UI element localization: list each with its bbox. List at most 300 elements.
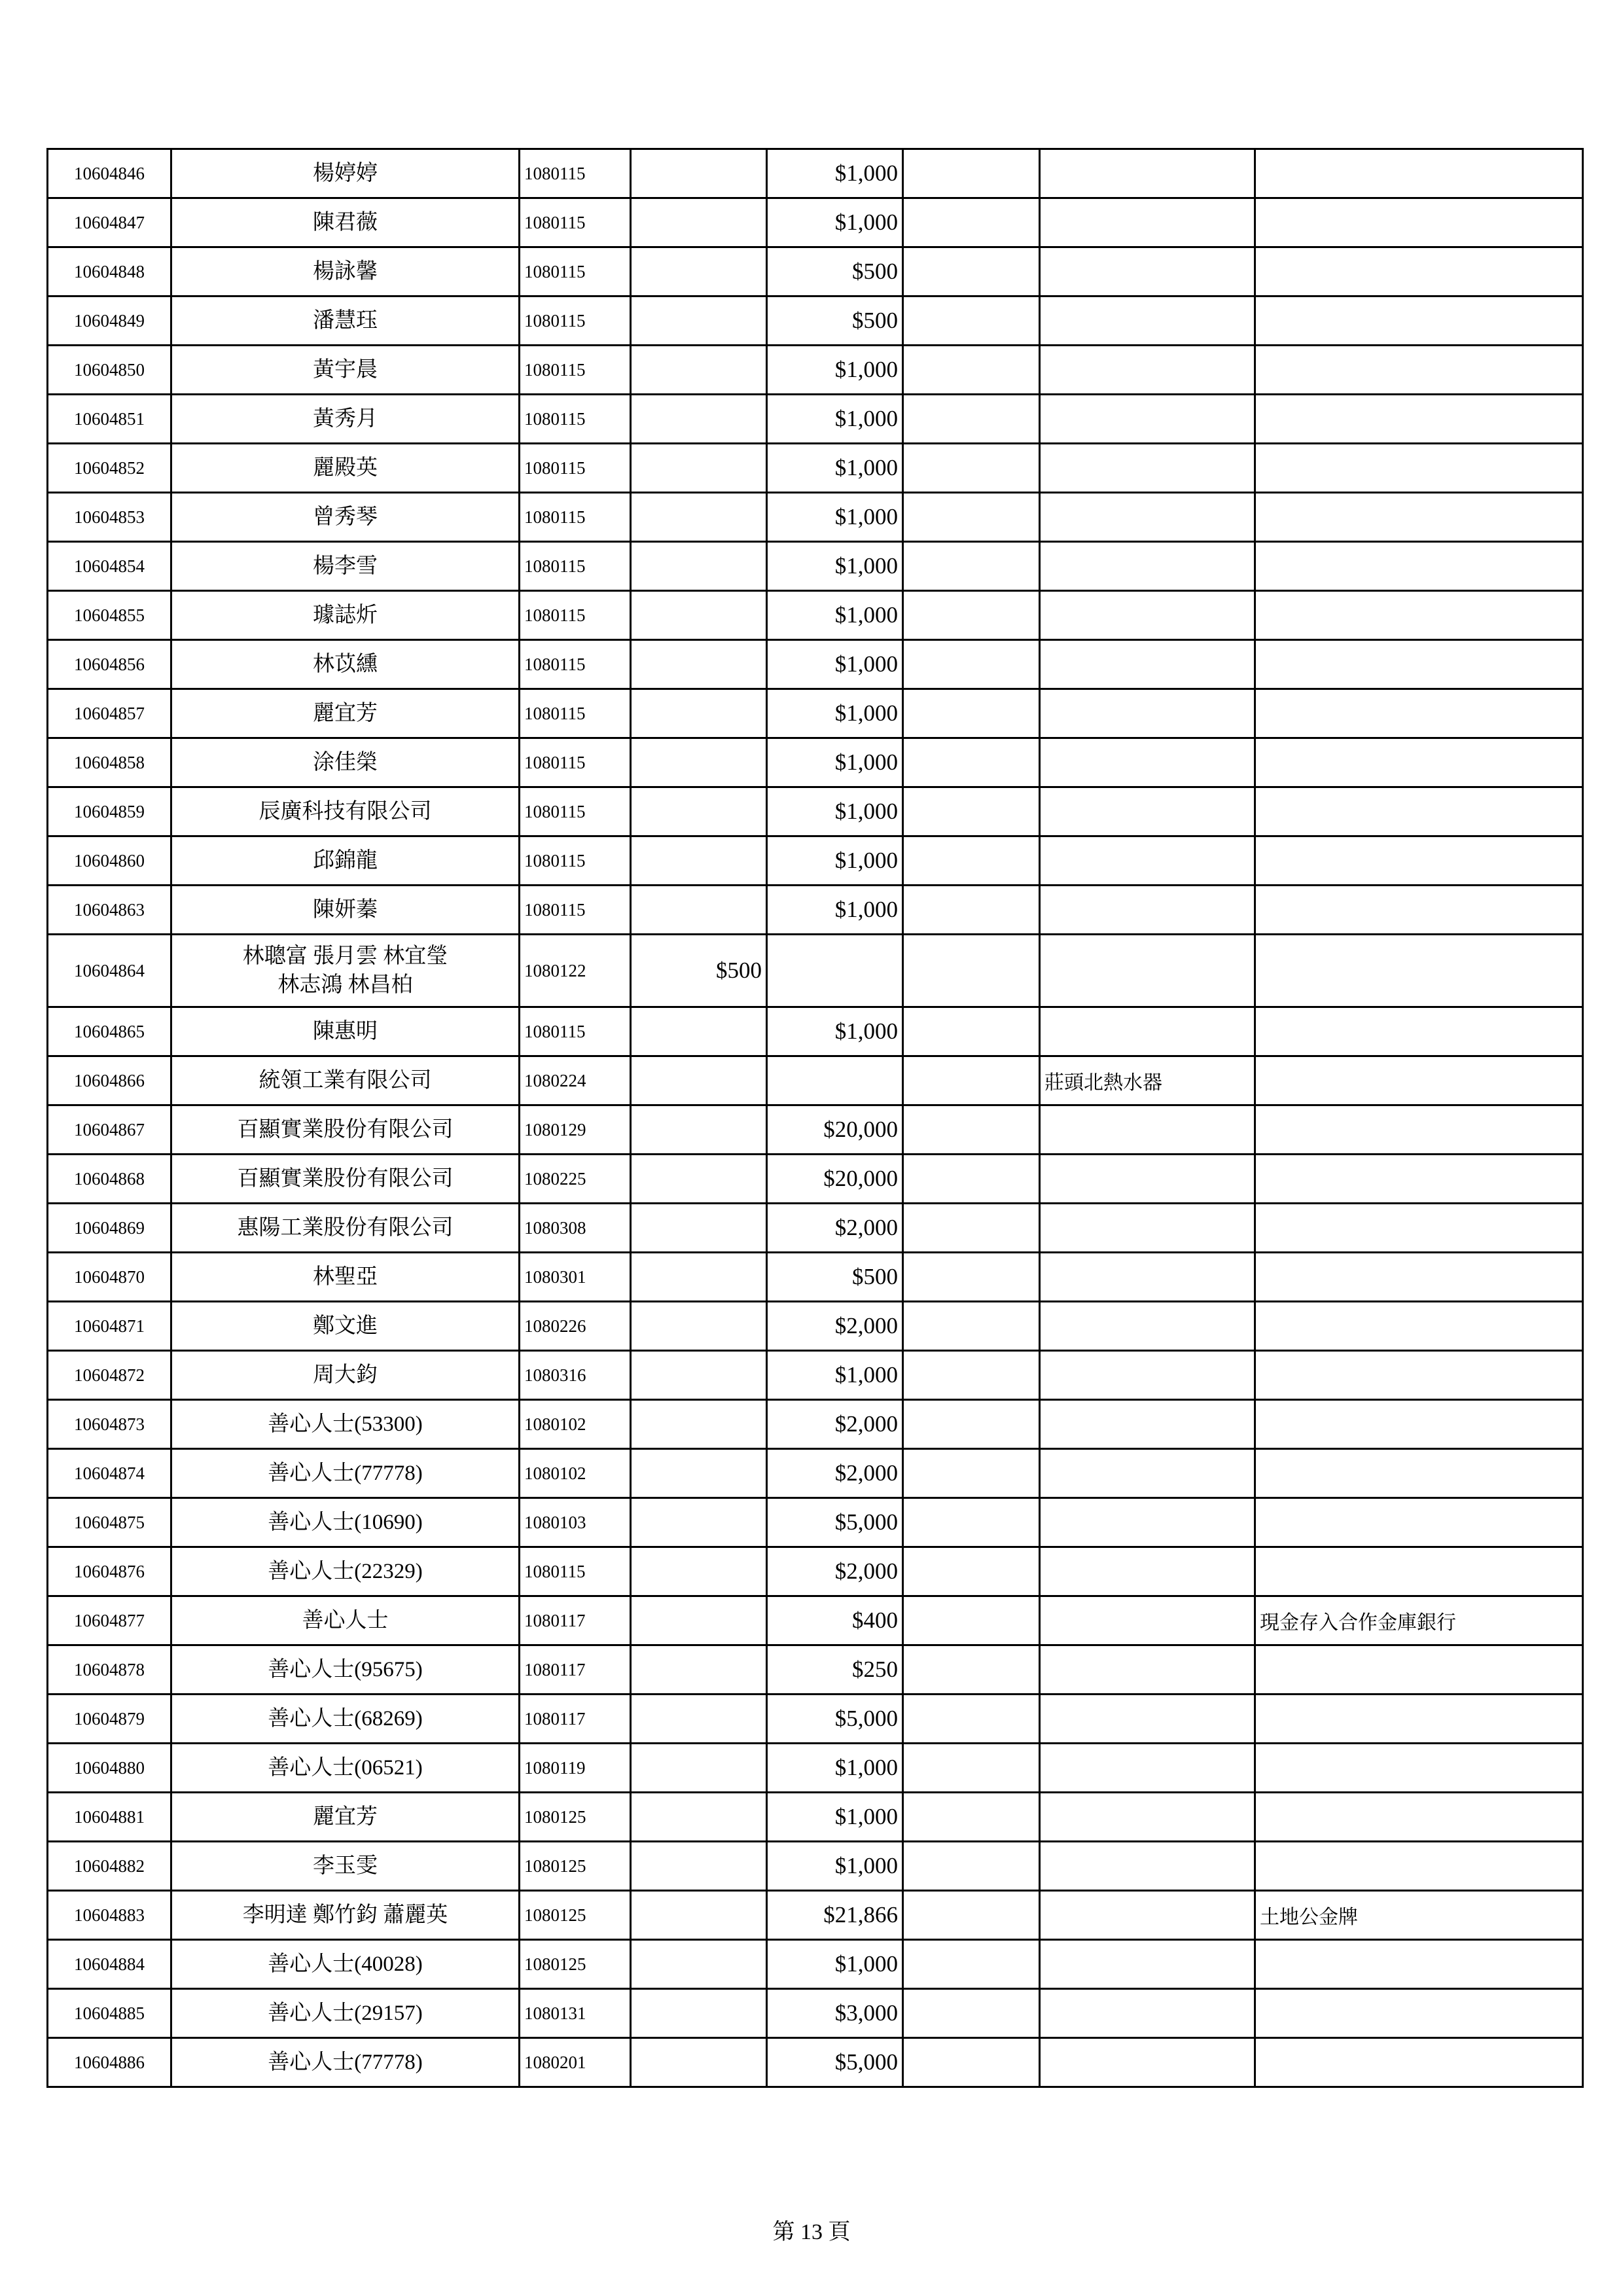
remark-cell [1255,247,1583,296]
receipt-id-cell: 10604860 [48,836,171,886]
item-note-cell [1040,296,1255,346]
donor-name-cell [171,738,520,787]
remark-cell [1255,1056,1583,1105]
table-row [48,493,1583,542]
item-note-cell: 莊頭北熱水器 [1040,1056,1255,1105]
amount-cell-1 [631,1891,767,1940]
amount-cell-1 [631,1007,767,1056]
amount-cell-3 [903,444,1040,493]
amount-cell-2: $1,000 [767,836,903,886]
remark-cell [1255,296,1583,346]
remark-cell [1255,1155,1583,1204]
item-note-cell [1040,640,1255,689]
amount-cell-1 [631,1302,767,1351]
amount-cell-3 [903,2038,1040,2087]
receipt-id-cell: 10604868 [48,1155,171,1204]
table-row [48,1547,1583,1596]
receipt-id-cell: 10604863 [48,886,171,935]
amount-cell-1 [631,493,767,542]
amount-cell-1 [631,1793,767,1842]
amount-cell-2: $2,000 [767,1547,903,1596]
amount-cell-2: $1,000 [767,1744,903,1793]
donor-name-cell [171,1891,520,1940]
date-cell: 1080308 [520,1204,631,1253]
receipt-id-cell: 10604873 [48,1400,171,1449]
amount-cell-1 [631,1056,767,1105]
amount-cell-1 [631,1155,767,1204]
ledger-body [48,149,1583,2087]
item-note-cell [1040,1989,1255,2038]
date-cell: 1080115 [520,247,631,296]
table-row [48,346,1583,395]
donor-name-line: 李玉雯 [313,1854,378,1878]
remark-cell [1255,591,1583,640]
amount-cell-1: $500 [631,935,767,1007]
amount-cell-2: $250 [767,1645,903,1695]
remark-cell [1255,1351,1583,1400]
remark-cell [1255,1645,1583,1695]
receipt-id-cell: 10604850 [48,346,171,395]
table-row [48,2038,1583,2087]
receipt-id-cell: 10604880 [48,1744,171,1793]
donor-name-cell [171,787,520,836]
remark-cell [1255,1204,1583,1253]
donor-name-line: 潘慧珏 [313,309,378,332]
donor-name-cell [171,1645,520,1695]
item-note-cell [1040,591,1255,640]
item-note-cell [1040,886,1255,935]
donor-name-cell [171,1793,520,1842]
remark-cell [1255,1498,1583,1547]
amount-cell-2: $1,000 [767,640,903,689]
amount-cell-1 [631,1940,767,1989]
item-note-cell [1040,1253,1255,1302]
amount-cell-1 [631,787,767,836]
donor-name-line: 邱錦龍 [313,849,378,872]
donor-name-cell [171,1596,520,1645]
amount-cell-1 [631,591,767,640]
donor-name-line: 陳君薇 [313,211,378,234]
amount-cell-1 [631,1400,767,1449]
amount-cell-1 [631,198,767,247]
receipt-id-cell: 10604875 [48,1498,171,1547]
amount-cell-1 [631,1596,767,1645]
remark-cell [1255,1449,1583,1498]
date-cell: 1080115 [520,346,631,395]
amount-cell-3 [903,836,1040,886]
donor-name-cell [171,542,520,591]
amount-cell-3 [903,1645,1040,1695]
donor-name-line: 善心人士(53300) [268,1412,423,1436]
table-row [48,1498,1583,1547]
amount-cell-2: $1,000 [767,1940,903,1989]
date-cell: 1080117 [520,1645,631,1695]
date-cell: 1080201 [520,2038,631,2087]
donor-name-line: 涂佳榮 [313,751,378,774]
amount-cell-1 [631,640,767,689]
amount-cell-1 [631,738,767,787]
date-cell: 1080115 [520,493,631,542]
receipt-id-cell: 10604867 [48,1105,171,1155]
receipt-id-cell: 10604851 [48,395,171,444]
item-note-cell [1040,493,1255,542]
amount-cell-1 [631,1449,767,1498]
receipt-id-cell: 10604879 [48,1695,171,1744]
date-cell: 1080115 [520,640,631,689]
table-row [48,1596,1583,1645]
amount-cell-3 [903,1204,1040,1253]
amount-cell-3 [903,1155,1040,1204]
item-note-cell [1040,689,1255,738]
amount-cell-3 [903,247,1040,296]
amount-cell-2: $1,000 [767,1842,903,1891]
receipt-id-cell: 10604872 [48,1351,171,1400]
table-row [48,1056,1583,1105]
date-cell: 1080125 [520,1793,631,1842]
table-row [48,1302,1583,1351]
amount-cell-2: $1,000 [767,591,903,640]
remark-cell [1255,1940,1583,1989]
remark-cell [1255,444,1583,493]
donor-name-line: 曾秀琴 [313,505,378,529]
amount-cell-3 [903,1695,1040,1744]
donor-name-cell [171,1400,520,1449]
remark-cell [1255,689,1583,738]
amount-cell-2: $1,000 [767,395,903,444]
remark-cell [1255,1547,1583,1596]
page-number: 第 13 頁 [772,2220,851,2244]
table-row [48,1351,1583,1400]
donor-name-line: 辰廣科技有限公司 [259,800,432,823]
amount-cell-3 [903,395,1040,444]
date-cell: 1080117 [520,1695,631,1744]
remark-cell [1255,787,1583,836]
donor-name-line: 林聰富 張月雲 林宜瑩 [242,944,448,968]
receipt-id-cell: 10604847 [48,198,171,247]
item-note-cell [1040,1891,1255,1940]
donor-name-cell [171,935,520,1007]
item-note-cell [1040,542,1255,591]
donor-name-cell [171,1253,520,1302]
donor-name-line: 周大鈞 [313,1363,378,1387]
date-cell: 1080301 [520,1253,631,1302]
remark-cell [1255,1793,1583,1842]
amount-cell-3 [903,1793,1040,1842]
donor-name-cell [171,346,520,395]
amount-cell-1 [631,1204,767,1253]
item-note-cell [1040,1007,1255,1056]
amount-cell-3 [903,1940,1040,1989]
amount-cell-3 [903,591,1040,640]
donor-name-cell [171,1940,520,1989]
amount-cell-3 [903,1891,1040,1940]
receipt-id-cell: 10604849 [48,296,171,346]
receipt-id-cell: 10604866 [48,1056,171,1105]
table-row [48,444,1583,493]
item-note-cell [1040,1105,1255,1155]
donor-name-cell [171,296,520,346]
amount-cell-1 [631,1645,767,1695]
amount-cell-1 [631,689,767,738]
remark-cell [1255,1744,1583,1793]
date-cell: 1080103 [520,1498,631,1547]
item-note-cell [1040,1204,1255,1253]
amount-cell-3 [903,640,1040,689]
amount-cell-3 [903,149,1040,198]
item-note-cell [1040,787,1255,836]
amount-cell-2: $1,000 [767,886,903,935]
table-row [48,149,1583,198]
table-row [48,1989,1583,2038]
amount-cell-3 [903,1989,1040,2038]
date-cell: 1080115 [520,542,631,591]
remark-cell [1255,395,1583,444]
table-row [48,296,1583,346]
date-cell: 1080115 [520,149,631,198]
amount-cell-2: $2,000 [767,1400,903,1449]
amount-cell-2: $1,000 [767,346,903,395]
date-cell: 1080226 [520,1302,631,1351]
donor-name-line: 林苡纁 [313,653,378,676]
donor-name-cell [171,1105,520,1155]
donor-name-line: 麗宜芳 [313,702,378,725]
donor-name-cell [171,886,520,935]
amount-cell-2: $1,000 [767,1007,903,1056]
date-cell: 1080115 [520,591,631,640]
amount-cell-3 [903,1842,1040,1891]
item-note-cell [1040,247,1255,296]
date-cell: 1080102 [520,1449,631,1498]
donor-name-line: 善心人士 [302,1609,389,1632]
donor-name-line: 陳妍蓁 [313,898,378,922]
amount-cell-2: $500 [767,247,903,296]
date-cell: 1080131 [520,1989,631,2038]
amount-cell-3 [903,493,1040,542]
donor-name-cell [171,689,520,738]
remark-cell: 現金存入合作金庫銀行 [1255,1596,1583,1645]
amount-cell-2: $5,000 [767,2038,903,2087]
donor-name-line: 李明達 鄭竹鈞 蕭麗英 [242,1903,448,1927]
donor-name-line: 林志鴻 林昌柏 [277,973,413,997]
donor-name-cell [171,493,520,542]
receipt-id-cell: 10604883 [48,1891,171,1940]
amount-cell-3 [903,1253,1040,1302]
amount-cell-2: $1,000 [767,689,903,738]
donor-name-cell [171,836,520,886]
amount-cell-2 [767,935,903,1007]
item-note-cell [1040,935,1255,1007]
receipt-id-cell: 10604869 [48,1204,171,1253]
date-cell: 1080115 [520,689,631,738]
receipt-id-cell: 10604882 [48,1842,171,1891]
date-cell: 1080117 [520,1596,631,1645]
amount-cell-2: $2,000 [767,1204,903,1253]
remark-cell [1255,886,1583,935]
item-note-cell [1040,1596,1255,1645]
table-row [48,1695,1583,1744]
donor-name-line: 善心人士(77778) [268,2051,423,2074]
donor-name-line: 善心人士(29157) [268,2001,423,2025]
amount-cell-1 [631,395,767,444]
date-cell: 1080115 [520,738,631,787]
item-note-cell [1040,836,1255,886]
donor-name-line: 黃秀月 [313,407,378,431]
remark-cell [1255,1400,1583,1449]
donor-name-line: 黃宇晨 [313,358,378,382]
item-note-cell [1040,198,1255,247]
remark-cell [1255,738,1583,787]
table-row [48,1400,1583,1449]
item-note-cell [1040,1793,1255,1842]
amount-cell-2: $1,000 [767,1793,903,1842]
item-note-cell [1040,1498,1255,1547]
donor-name-line: 善心人士(68269) [268,1707,423,1731]
date-cell: 1080125 [520,1842,631,1891]
receipt-id-cell: 10604870 [48,1253,171,1302]
receipt-id-cell: 10604854 [48,542,171,591]
date-cell: 1080125 [520,1891,631,1940]
item-note-cell [1040,2038,1255,2087]
table-row [48,1744,1583,1793]
donor-name-cell [171,395,520,444]
amount-cell-3 [903,886,1040,935]
amount-cell-1 [631,1351,767,1400]
donor-name-line: 鄭文進 [313,1314,378,1338]
item-note-cell [1040,395,1255,444]
amount-cell-3 [903,1449,1040,1498]
donor-name-cell [171,1155,520,1204]
amount-cell-2: $1,000 [767,738,903,787]
amount-cell-1 [631,1547,767,1596]
donor-name-cell [171,1842,520,1891]
date-cell: 1080316 [520,1351,631,1400]
date-cell: 1080129 [520,1105,631,1155]
amount-cell-3 [903,1302,1040,1351]
table-row [48,738,1583,787]
table-row [48,1007,1583,1056]
item-note-cell [1040,1400,1255,1449]
table-row [48,395,1583,444]
amount-cell-1 [631,247,767,296]
remark-cell [1255,493,1583,542]
date-cell: 1080225 [520,1155,631,1204]
table-row [48,1105,1583,1155]
donor-name-cell [171,1547,520,1596]
donor-name-line: 統領工業有限公司 [259,1069,432,1092]
date-cell: 1080115 [520,1007,631,1056]
amount-cell-3 [903,1547,1040,1596]
remark-cell [1255,640,1583,689]
donor-name-line: 善心人士(77778) [268,1462,423,1485]
amount-cell-3 [903,1744,1040,1793]
donor-name-line: 楊詠馨 [313,260,378,283]
table-row [48,247,1583,296]
receipt-id-cell: 10604855 [48,591,171,640]
item-note-cell [1040,1695,1255,1744]
amount-cell-1 [631,542,767,591]
amount-cell-2: $1,000 [767,149,903,198]
amount-cell-1 [631,1498,767,1547]
donor-name-cell [171,1989,520,2038]
amount-cell-2: $1,000 [767,787,903,836]
amount-cell-2: $1,000 [767,198,903,247]
donor-name-line: 楊李雪 [313,554,378,578]
donor-name-line: 百顯實業股份有限公司 [237,1167,454,1191]
table-row [48,787,1583,836]
amount-cell-2: $1,000 [767,493,903,542]
table-row [48,1253,1583,1302]
table-row [48,542,1583,591]
donor-name-cell [171,1056,520,1105]
remark-cell [1255,542,1583,591]
amount-cell-2 [767,1056,903,1105]
donation-ledger-table [46,148,1584,2088]
amount-cell-1 [631,1253,767,1302]
table-row [48,1449,1583,1498]
receipt-id-cell: 10604886 [48,2038,171,2087]
donor-name-line: 百顯實業股份有限公司 [237,1118,454,1141]
amount-cell-3 [903,296,1040,346]
amount-cell-1 [631,1695,767,1744]
receipt-id-cell: 10604878 [48,1645,171,1695]
remark-cell [1255,1302,1583,1351]
receipt-id-cell: 10604881 [48,1793,171,1842]
receipt-id-cell: 10604874 [48,1449,171,1498]
donor-name-cell [171,1449,520,1498]
donor-name-line: 陳惠明 [313,1020,378,1043]
amount-cell-2: $500 [767,1253,903,1302]
remark-cell [1255,1105,1583,1155]
amount-cell-3 [903,542,1040,591]
receipt-id-cell: 10604864 [48,935,171,1007]
donor-name-cell [171,198,520,247]
donor-name-cell [171,149,520,198]
amount-cell-2: $1,000 [767,542,903,591]
remark-cell [1255,346,1583,395]
item-note-cell [1040,738,1255,787]
donor-name-line: 璩誌炘 [313,603,378,627]
remark-cell [1255,1989,1583,2038]
receipt-id-cell: 10604885 [48,1989,171,2038]
remark-cell [1255,2038,1583,2087]
table-row [48,591,1583,640]
amount-cell-1 [631,149,767,198]
date-cell: 1080119 [520,1744,631,1793]
remark-cell [1255,1007,1583,1056]
remark-cell [1255,1253,1583,1302]
amount-cell-1 [631,1842,767,1891]
table-row [48,1793,1583,1842]
receipt-id-cell: 10604877 [48,1596,171,1645]
amount-cell-1 [631,1105,767,1155]
table-row [48,1891,1583,1940]
amount-cell-3 [903,935,1040,1007]
receipt-id-cell: 10604884 [48,1940,171,1989]
date-cell: 1080115 [520,1547,631,1596]
amount-cell-1 [631,836,767,886]
item-note-cell [1040,1645,1255,1695]
donor-name-line: 楊婷婷 [313,162,378,185]
receipt-id-cell: 10604852 [48,444,171,493]
item-note-cell [1040,1449,1255,1498]
amount-cell-3 [903,346,1040,395]
donor-name-line: 善心人士(06521) [268,1756,423,1780]
donor-name-cell [171,1351,520,1400]
amount-cell-3 [903,738,1040,787]
amount-cell-2: $3,000 [767,1989,903,2038]
donor-name-line: 林聖亞 [313,1265,378,1289]
remark-cell [1255,935,1583,1007]
